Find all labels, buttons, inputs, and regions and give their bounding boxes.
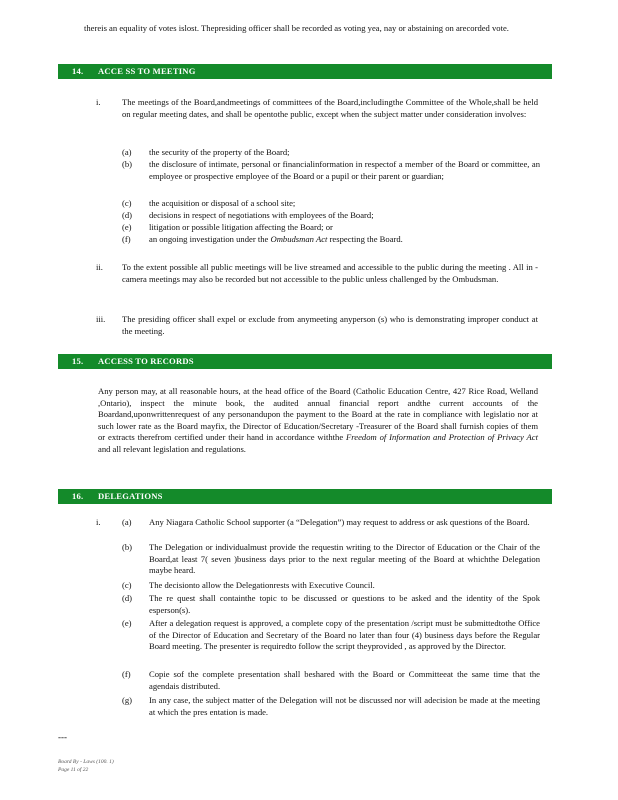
subitem-text: the security of the property of the Board; <box>149 147 290 157</box>
s14-item-iii-text: The presiding officer shall expel or exclude from anymeeting anyperson (s) who is demonstrating improper conduct at the meeting. <box>122 314 538 336</box>
s16-roman-i: i. <box>96 517 101 527</box>
section-16-title: DELEGATIONS <box>98 491 163 501</box>
section-15-title: ACCESS TO RECORDS <box>98 356 194 366</box>
subitem-label: (e) <box>122 618 132 628</box>
subitem-text: The decisionto allow the Delegationrests with Executive Council. <box>149 580 375 590</box>
page-footer <box>58 759 114 774</box>
ombudsman-act-title: Ombudsman Act <box>270 234 328 244</box>
s14-subitem-e <box>122 222 540 234</box>
s14-subitem-b <box>122 159 540 182</box>
s16-subitem-g <box>122 695 540 718</box>
section-16-header <box>58 489 552 504</box>
subitem-label: (b) <box>122 542 133 552</box>
subitem-label: (c) <box>122 198 132 208</box>
s14-roman-iii: iii. <box>96 314 106 324</box>
subitem-label: (f) <box>122 669 131 679</box>
subitem-text: decisions in respect of negotiations with employees of the Board; <box>149 210 374 220</box>
s14-subitem-d <box>122 210 540 222</box>
s14-roman-ii: ii. <box>96 262 103 272</box>
subitem-text: litigation or possible litigation affecting the Board; or <box>149 222 333 232</box>
s16-subitem-d <box>122 593 540 616</box>
section-16-number: 16. <box>72 491 84 501</box>
subitem-text: Copie sof the complete presentation shall beshared with the Board or Committeeat the same time that the agendais distributed. <box>149 669 540 691</box>
footer-doc-title: Board By - Laws (100. 1) <box>58 759 114 765</box>
subitem-label: (b) <box>122 159 133 169</box>
s16-subitem-c <box>122 580 540 592</box>
s14-subitem-c <box>122 198 540 210</box>
s14-subitem-f <box>122 234 540 246</box>
s14-item-ii-text: To the extent possible all public meetings will be live streamed and accessible to the public during the meeting . All in - camera meetings may also be recorded but not accessible to the public unless challenged by the Ombudsman. <box>122 262 538 284</box>
subitem-label: (c) <box>122 580 132 590</box>
s16-subitem-e <box>122 618 540 653</box>
s14-roman-i: i. <box>96 97 101 107</box>
subitem-text: In any case, the subject matter of the Delegation will not be discussed nor will adecision be made at the meeting at which the pres entation is made. <box>149 695 540 717</box>
subitem-text: the acquisition or disposal of a school site; <box>149 198 296 208</box>
s14-item-i-text: The meetings of the Board,andmeetings of committees of the Board,includingthe Committee of the Whole,shall be held on regular meeting dates, and shall be opentothe public, except when the subject matter under consideration involves: <box>122 97 538 119</box>
foippa-title: Freedom of Information and Protection of Privacy Act <box>346 432 538 443</box>
section-14-number: 14. <box>72 66 84 76</box>
footer-separator: --- <box>58 732 67 742</box>
s16-subitem-b <box>122 542 540 577</box>
subitem-text: After a delegation request is approved, a complete copy of the presentation /script must be submittedtothe Office of the Director of Education and Secretary of the Board no later than four (4) business days before the Regular Board meeting. The presenter is requiredto follow the script theyprovided , as approved by the Director. <box>149 618 540 652</box>
subitem-text: the disclosure of intimate, personal or financialinformation in respectof a member of the Board or committee, an employee or prospective employee of the Board or a pupil or their parent or guardian; <box>149 159 540 181</box>
section-15-header <box>58 354 552 369</box>
subitem-label: (e) <box>122 222 132 232</box>
subitem-label: (a) <box>122 147 132 157</box>
subitem-label: (a) <box>122 517 132 527</box>
subitem-label: (f) <box>122 234 131 244</box>
subitem-text: The re quest shall containthe topic to be discussed or questions to be asked and the identity of the Spok esperson(s). <box>149 593 540 615</box>
subitem-text: Any Niagara Catholic School supporter (a “Delegation”) may request to address or ask questions of the Board. <box>149 517 530 527</box>
subitem-text: an ongoing investigation under the Ombudsman Act respecting the Board. <box>149 234 403 244</box>
s16-subitem-f <box>122 669 540 692</box>
intro-paragraph: thereis an equality of votes islost. Thepresiding officer shall be recorded as voting yea, nay or abstaining on arecorded vote. <box>84 23 509 33</box>
s14-subitem-a <box>122 147 540 159</box>
subitem-text: The Delegation or individualmust provide the requestin writing to the Director of Education or the Chair of the Board,at least 7( seven )business days prior to the next regular meeting of the Board at whichthe Delegation maybe heard. <box>149 542 540 576</box>
subitem-label: (d) <box>122 210 133 220</box>
section-15-number: 15. <box>72 356 84 366</box>
subitem-label: (g) <box>122 695 133 705</box>
footer-page-number: Page 11 of 22 <box>58 766 89 773</box>
s16-subitem-a <box>122 517 540 529</box>
section-15-paragraph: Any person may, at all reasonable hours, at the head office of the Board (Catholic Education Centre, 427 Rice Road, Welland ,Ontario), inspect the minute book, the audited annual financial report andthe current accounts of the Boardand,uponwrittenrequest of any personandupon the payment to the Board at the rate in compliance with legislatio nor at such lower rate as the Board mayfix, the Director of Education/Secretary -Treasurer of the Board shall furnish copies of them or extracts therefrom certified under their hand in accordance withthe Freedom of Information and Protection of Privacy Act and all relevant legislation and regulations. <box>98 386 538 454</box>
section-14-title: ACCE SS TO MEETING <box>98 66 196 76</box>
section-14-header <box>58 64 552 79</box>
subitem-label: (d) <box>122 593 133 603</box>
